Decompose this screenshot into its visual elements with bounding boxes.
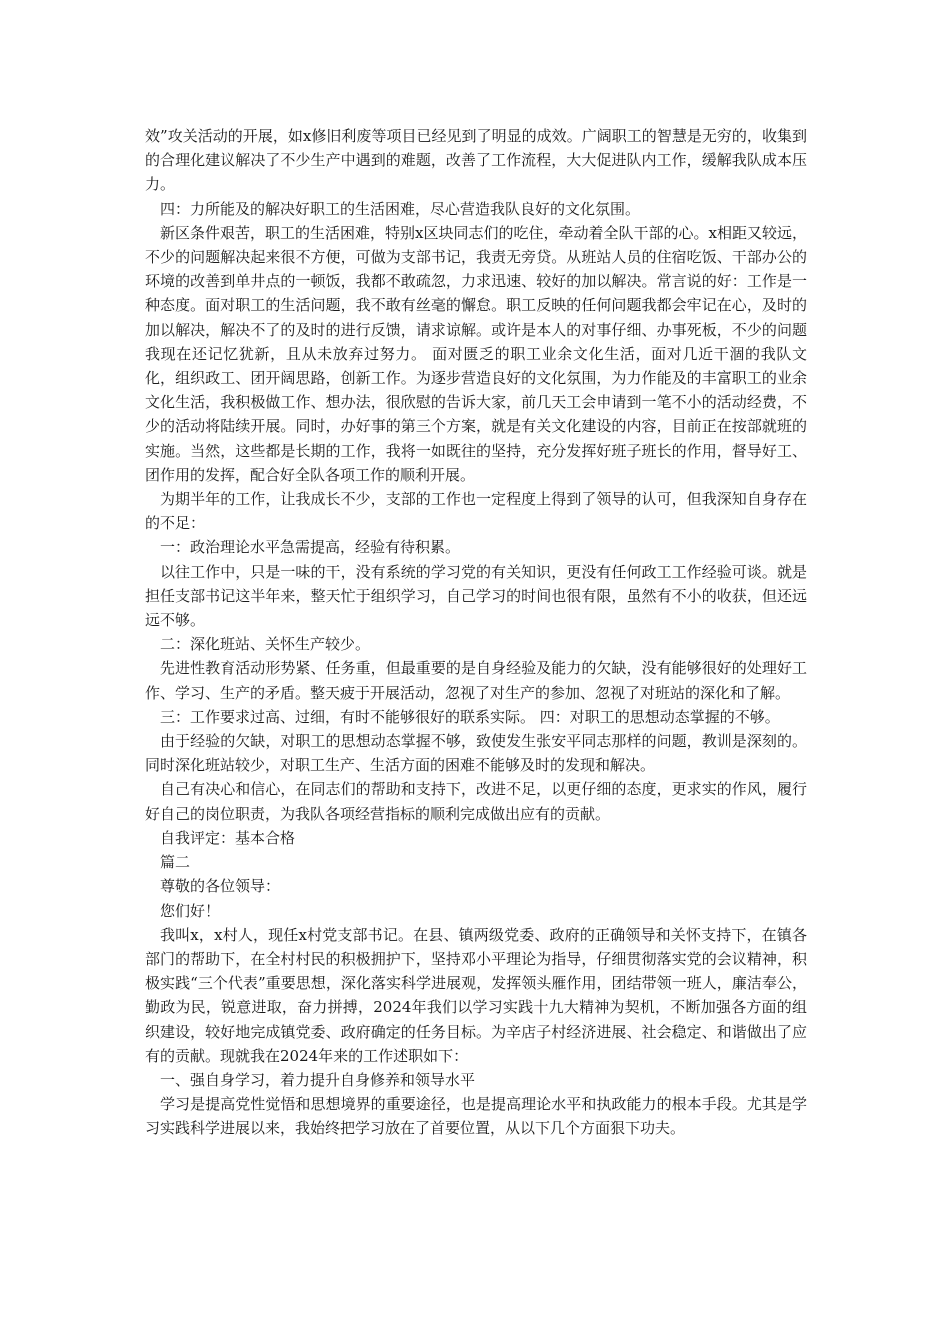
paragraph: 自己有决心和信心，在同志们的帮助和支持下，改进不足，以更仔细的态度，更求实的作风，履行好自己的岗位职责，为我队各项经营指标的顺利完成做出应有的贡献。	[145, 780, 807, 823]
paragraph: 为期半年的工作，让我成长不少，支部的工作也一定程度上得到了领导的认可，但我深知自身存在的不足：	[145, 490, 807, 533]
greeting: 您们好！	[160, 901, 221, 920]
paragraph: 学习是提高党性觉悟和思想境界的重要途径，也是提高理论水平和执政能力的根本手段。尤其是学习实践科学进展以来，我始终把学习放在了首要位置，从以下几个方面狠下功夫。	[145, 1095, 807, 1138]
paragraph: 我叫x，x村人，现任x村党支部书记。在县、镇两级党委、政府的正确领导和关怀支持下，在镇各部门的帮助下，在全村村民的积极拥护下，坚持邓小平理论为指导，仔细贯彻落实党的会议精神，积极实践“三个代表”重要思想，深化落实科学进展观，发挥领头雁作用，团结带领一班人，廉洁奉公，勤政为民，锐意进取，奋力拼搏，2024年我们以学习实践十九大精神为契机，不断加强各方面的组织建设，较好地完成镇党委、政府确定的任务目标。为辛店子村经济进展、社会稳定、和谐做出了应有的贡献。现就我在2024年来的工作述职如下：	[145, 925, 807, 1065]
section-heading: 四：力所能及的解决好职工的生活困难，尽心营造我队良好的文化氛围。	[160, 199, 641, 218]
document-body	[145, 124, 807, 1141]
paragraph: 新区条件艰苦，职工的生活困难，特别x区块同志们的吃住，牵动着全队干部的心。x相距又较远，不少的问题解决起来很不方便，可做为支部书记，我责无旁贷。从班站人员的住宿吃饭、干部办公的环境的改善到单井点的一顿饭，我都不敢疏忽，力求迅速、较好的加以解决。常言说的好：工作是一种态度。面对职工的生活问题，我不敢有丝毫的懈怠。职工反映的任何问题我都会牢记在心，及时的加以解决，解决不了的及时的进行反馈，请求谅解。或许是本人的对事仔细、办事死板，不少的问题我现在还记忆犹新，且从未放弃过努力。 面对匮乏的职工业余文化生活，面对几近干涸的我队文化，组织政工、团开阔思路，创新工作。为逐步营造良好的文化氛围，为力作能及的丰富职工的业余文化生活，我积极做工作、想办法，很欣慰的告诉大家，前几天工会申请到一笔不小的活动经费，不少的活动将陆续开展。同时，办好事的第三个方案，就是有关文化建设的内容，目前正在按部就班的实施。当然，这些都是长期的工作，我将一如既往的坚持，充分发挥好班子班长的作用，督导好工、团作用的发挥，配合好全队各项工作的顺利开展。	[145, 223, 807, 484]
paragraph: 由于经验的欠缺，对职工的思想动态掌握不够，致使发生张安平同志那样的问题，教训是深刻的。同时深化班站较少，对职工生产、生活方面的困难不能够及时的发现和解决。	[145, 732, 807, 775]
paragraph-continuation: 效”攻关活动的开展，如x修旧利废等项目已经见到了明显的成效。广阔职工的智慧是无穷的，收集到的合理化建议解决了不少生产中遇到的难题，改善了工作流程，大大促进队内工作，缓解我队成本压力。	[145, 127, 807, 194]
self-evaluation: 自我评定：基本合格	[160, 828, 296, 847]
part-title: 篇二	[160, 853, 191, 872]
paragraph: 先进性教育活动形势紧、任务重，但最重要的是自身经验及能力的欠缺，没有能够很好的处理好工作、学习、生产的矛盾。整天疲于开展活动，忽视了对生产的参加、忽视了对班站的深化和了解。	[145, 659, 807, 702]
section-heading: 一：政治理论水平急需提高，经验有待积累。	[160, 538, 461, 557]
section-heading: 一、强自身学习，着力提升自身修养和领导水平	[160, 1070, 476, 1089]
section-heading: 二：深化班站、关怀生产较少。	[160, 635, 371, 654]
section-heading: 三：工作要求过高、过细，有时不能够很好的联系实际。 四：对职工的思想动态掌握的不够。	[160, 707, 780, 726]
paragraph: 以往工作中，只是一味的干，没有系统的学习党的有关知识，更没有任何政工工作经验可谈。就是担任支部书记这半年来，整天忙于组织学习，自己学习的时间也很有限，虽然有不小的收获，但还远远不够。	[145, 562, 807, 630]
salutation: 尊敬的各位领导：	[160, 877, 281, 896]
